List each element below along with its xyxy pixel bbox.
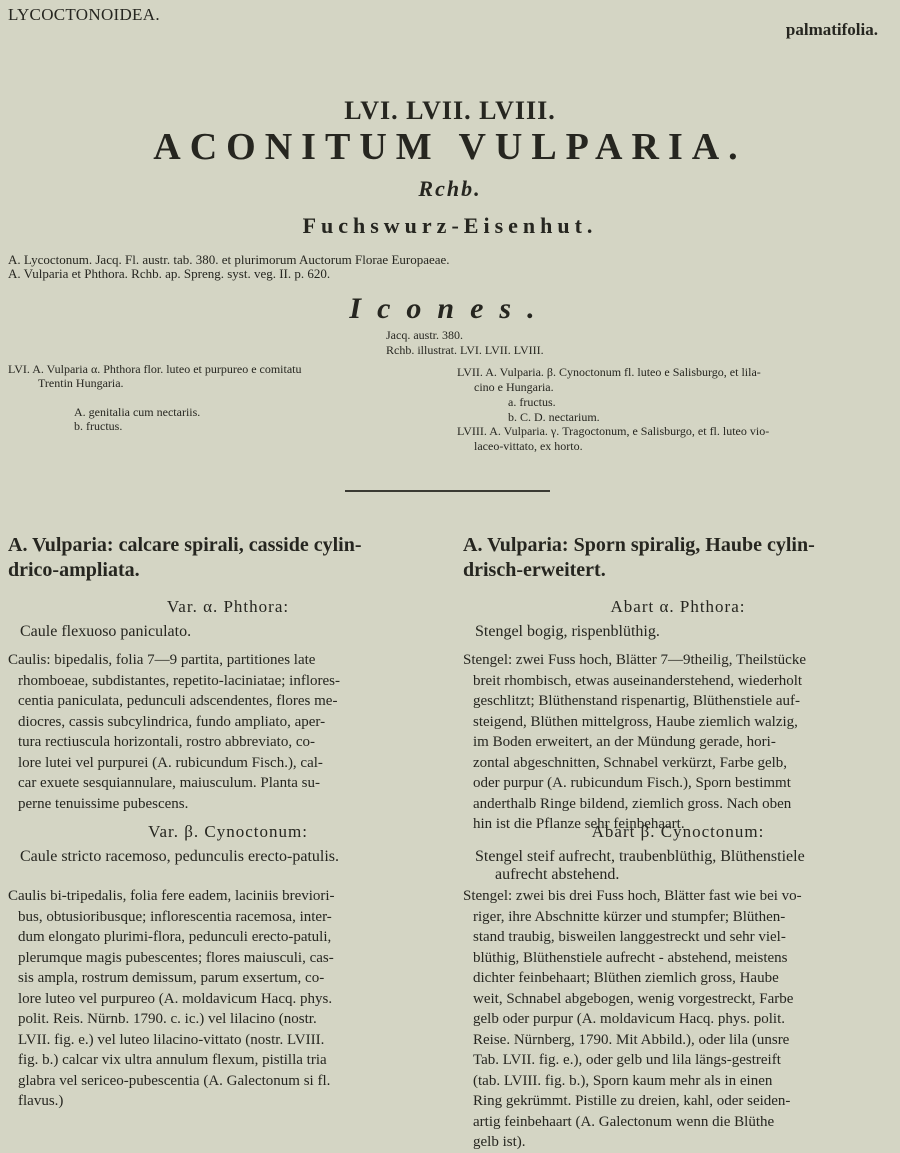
plate-caption: A. genitalia cum nectariis. [74, 405, 201, 419]
text-line: tura rectiuscula horizontali, rostro abbreviato, co- [18, 734, 315, 750]
diagnosis: Stengel bogig, rispenblüthig. [475, 623, 660, 640]
german-column [463, 533, 893, 583]
text-line: dichter feinbehaart; Blüthen ziemlich gross, Haube [473, 970, 779, 986]
text-line: geschlitzt; Blüthenstand rispenartig, Blüthenstiele auf- [473, 693, 801, 709]
text-line: riger, ihre Abschnitte kürzer und stumpfer; Blüthen- [473, 908, 786, 925]
plate-caption: LVIII. A. Vulparia. γ. Tragoctonum, e Salisburgo, et fl. luteo vio- [457, 424, 770, 438]
german-description-a [463, 650, 893, 835]
author-abbreviation: Rchb. [418, 176, 482, 201]
text-line: Tab. LVII. fig. e.), oder gelb und lila längs-gestreift [473, 1052, 781, 1068]
plate-caption: b. C. D. nectarium. [508, 410, 600, 424]
text-line: fig. b.) calcar vix ultra annulum flexum, pistilla tria [18, 1052, 327, 1068]
latin-column [8, 533, 448, 583]
plate-numbers: LVI. LVII. LVIII. [344, 96, 556, 125]
text-line: weit, Schnabel abgebogen, wenig vorgestreckt, Farbe [473, 990, 794, 1007]
text-line: LVII. fig. e.) vel luteo lilacino-vittato (nostr. LVIII. [18, 1031, 325, 1048]
german-heading [463, 533, 893, 583]
text-line: stand traubig, bisweilen langgestreckt und sehr viel- [473, 929, 786, 945]
text-line: Reise. Nürnberg, 1790. Mit Abbild.), oder lila (unsre [473, 1031, 790, 1048]
text-line: artig feinbehaart (A. Galectonum wenn die Blüthe [473, 1113, 775, 1130]
running-head-right: palmatifolia. [785, 20, 878, 39]
text-line: diocres, cassis subcylindrica, fundo ampliato, aper- [18, 713, 326, 730]
text-line: gelb oder purpur (A. moldavicum Hacq. phys. polit. [473, 1011, 786, 1027]
icones-reference: Jacq. austr. 380. [386, 328, 463, 342]
text-line: polit. Reis. Nürnb. 1790. c. ic.) vel lilacino (nostr. [18, 1011, 317, 1027]
text-line: sis ampla, rostrum demissum, parum exsertum, co- [18, 970, 325, 986]
text-line: steigend, Blüthen mittelgross, Haube ziemlich walzig, [473, 713, 798, 730]
plate-caption: cino e Hungaria. [474, 380, 554, 394]
text-line: Stengel steif aufrecht, traubenblüthig, Blüthenstiele [475, 848, 805, 865]
synonym-line: A. Lycoctonum. Jacq. Fl. austr. tab. 380. et plurimorum Auctorum Florae Europaeae. [8, 252, 450, 267]
heading-line: drisch-erweitert. [463, 559, 606, 581]
diagnosis [475, 848, 900, 884]
plate-caption: laceo-vittato, ex horto. [474, 439, 583, 453]
text-line: aufrecht abstehend. [495, 866, 620, 883]
plate-caption: Trentin Hungaria. [38, 376, 124, 390]
variety-name: Var. β. Cynoctonum: [148, 822, 308, 841]
text-line: plerumque magis pubescentes; flores maiusculi, cas- [18, 949, 334, 966]
latin-description-a [8, 650, 448, 814]
text-line: Caulis: bipedalis, folia 7—9 partita, partitiones late [8, 652, 316, 668]
text-line: Stengel: zwei bis drei Fuss hoch, Blätter fast wie bei vo- [463, 888, 802, 904]
variety-name: Abart α. Phthora: [610, 597, 746, 616]
text-line: glabra vel sericeo-pubescentia (A. Galectonum si fl. [18, 1072, 331, 1089]
text-line: Caulis bi-tripedalis, folia fere eadem, laciniis breviori- [8, 888, 335, 904]
text-line: anderthalb Ringe bildend, ziemlich gross. Nach oben [473, 795, 792, 812]
icones-reference: Rchb. illustrat. LVI. LVII. LVIII. [386, 343, 544, 357]
text-line: oder purpur (A. rubicundum Fisch.), Sporn bestimmt [473, 775, 791, 791]
text-line: dum elongato plurimi-flora, pedunculi erecto-patuli, [18, 929, 332, 945]
heading-line: drico-ampliata. [8, 559, 140, 581]
synonym-line: A. Vulparia et Phthora. Rchb. ap. Spreng. syst. veg. II. p. 620. [8, 266, 331, 281]
text-line: lore luteo vel purpureo (A. moldavicum Hacq. phys. [18, 990, 333, 1007]
plate-caption: b. fructus. [74, 419, 123, 433]
plate-caption: LVI. A. Vulparia α. Phthora flor. luteo et purpureo e comitatu [8, 362, 302, 376]
text-line: rhomboeae, subdistantes, repetito-laciniatae; inflores- [18, 672, 340, 689]
text-line: blüthig, Blüthenstiele aufrecht - abstehend, meistens [473, 949, 788, 966]
text-line: breit rhombisch, etwas auseinanderstehend, wiederholt [473, 672, 803, 689]
text-line: Stengel: zwei Fuss hoch, Blätter 7—9theilig, Theilstücke [463, 652, 807, 668]
latin-description-b [8, 886, 448, 1112]
text-line: bus, obtusioribusque; inflorescentia racemosa, inter- [18, 908, 332, 925]
text-line: flavus.) [18, 1093, 64, 1109]
german-description-b [463, 886, 893, 1153]
heading-line: A. Vulparia: calcare spirali, casside cylin- [8, 534, 362, 556]
running-head-left: LYCOCTONOIDEA. [8, 5, 160, 24]
heading-line: A. Vulparia: Sporn spiralig, Haube cylin- [463, 534, 815, 556]
text-line: lore lutei vel purpurei (A. rubicundum Fisch.), cal- [18, 754, 323, 771]
text-line: gelb ist). [473, 1134, 526, 1150]
text-line: perne tenuissime pubescens. [18, 795, 189, 812]
text-line: Ring gekrümmt. Pistille zu dreien, kahl, oder seiden- [473, 1093, 791, 1109]
icones-heading: Icones. [349, 292, 551, 325]
text-line: im Boden erweitert, an der Mündung gerade, hori- [473, 734, 776, 750]
variety-name: Abart β. Cynoctonum: [591, 822, 765, 841]
diagnosis: Caule stricto racemoso, pedunculis erecto-patulis. [20, 848, 340, 865]
text-line: (tab. LVIII. fig. b.), Sporn kaum mehr als in einen [473, 1072, 773, 1089]
common-name: Fuchswurz-Eisenhut. [302, 213, 598, 238]
diagnosis: Caule flexuoso paniculato. [20, 623, 192, 640]
text-line: hin ist die Pflanze sehr feinbehaart. [473, 816, 685, 832]
text-line: car exuete sesquiannulare, maiusculum. Planta su- [18, 775, 320, 791]
variety-name: Var. α. Phthora: [166, 597, 290, 616]
plate-caption: LVII. A. Vulparia. β. Cynoctonum fl. luteo e Salisburgo, et lila- [457, 365, 761, 379]
text-line: zontal abgeschnitten, Schnabel verkürzt, Farbe gelb, [473, 754, 788, 771]
latin-heading [8, 533, 448, 583]
species-title: ACONITUM VULPARIA. [153, 126, 747, 168]
divider-rule [345, 490, 550, 492]
text-line: centia paniculata, pedunculi adscendentes, flores me- [18, 693, 338, 709]
plate-caption: a. fructus. [508, 395, 556, 409]
